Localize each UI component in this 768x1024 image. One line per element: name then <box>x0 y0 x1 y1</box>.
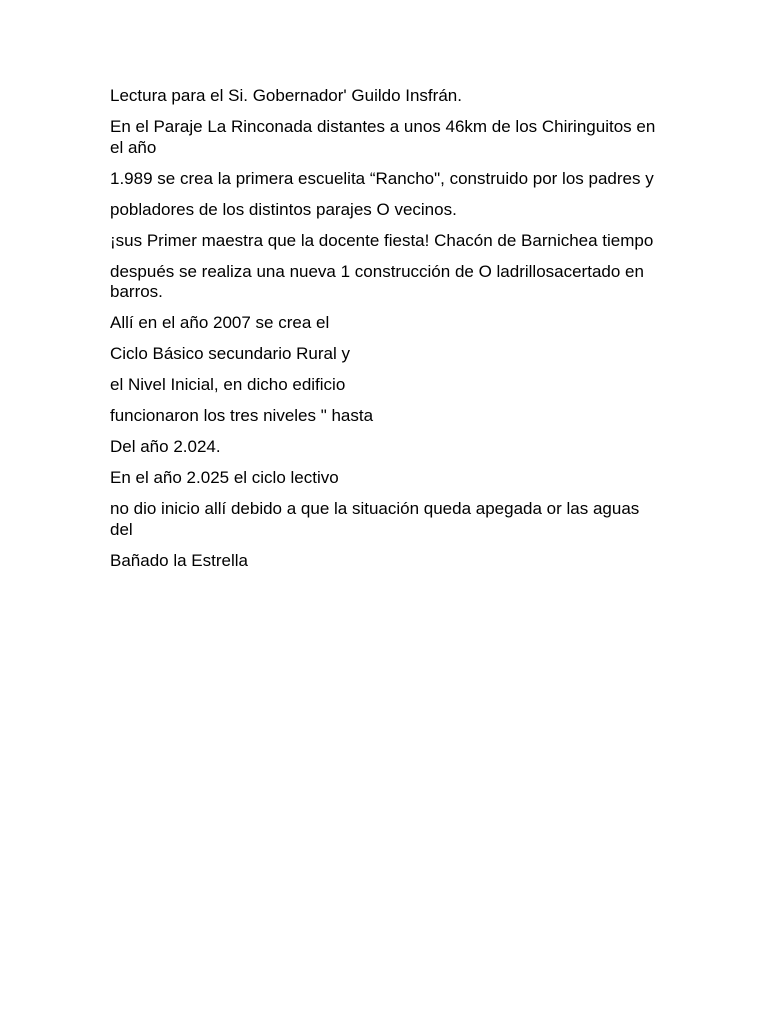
paragraph: no dio inicio allí debido a que la situación queda apegada or las aguas del <box>110 499 640 539</box>
paragraph: ¡sus Primer maestra que la docente fiesta! Chacón de Barnichea tiempo <box>110 230 654 250</box>
paragraph: después se realiza una nueva 1 construcción de O ladrillosacertado en barros. <box>110 261 644 301</box>
paragraph: Allí en el año 2007 se crea el <box>110 313 330 332</box>
paragraph: Ciclo Básico secundario Rural y <box>110 344 350 363</box>
paragraph: el Nivel Inicial, en dicho edificio <box>110 375 346 394</box>
paragraph-title: Lectura para el Si. Gobernador' Guildo Insfrán. <box>110 86 462 105</box>
paragraph: En el Paraje La Rinconada distantes a unos 46km de los Chiringuitos en el año <box>110 117 656 157</box>
paragraph: 1.989 se crea la primera escuelita “Rancho", construido por los padres y <box>110 168 654 188</box>
paragraph: pobladores de los distintos parajes O vecinos. <box>110 199 457 219</box>
paragraph: Bañado la Estrella <box>110 550 248 570</box>
paragraph: Del año 2.024. <box>110 437 221 456</box>
paragraph: funcionaron los tres niveles " hasta <box>110 406 374 425</box>
paragraph: En el año 2.025 el ciclo lectivo <box>110 468 339 487</box>
document-body <box>110 86 658 582</box>
